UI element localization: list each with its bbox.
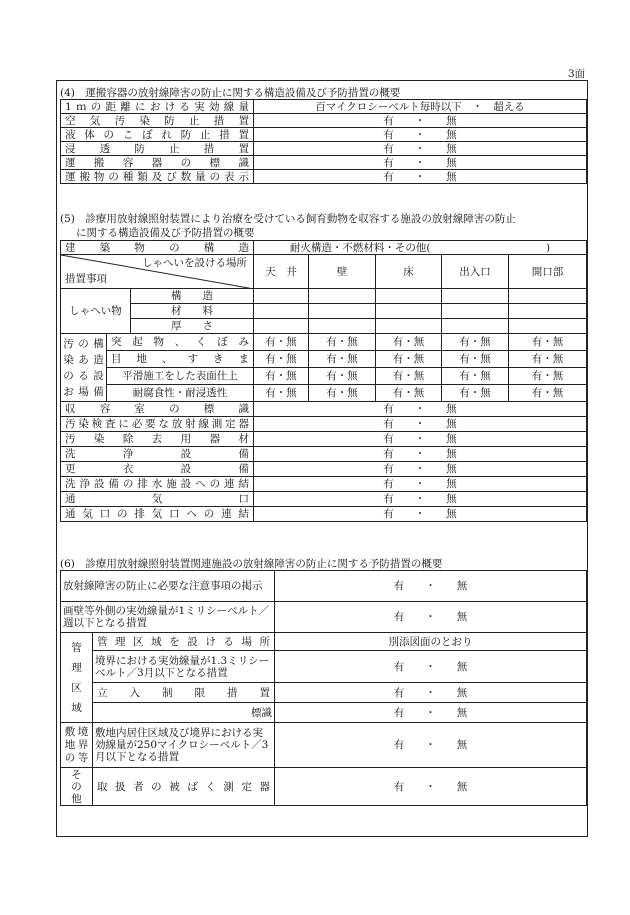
sonota-label: その他	[71, 768, 82, 805]
yn-cell: 有・無	[309, 351, 376, 368]
kanri-row-label: 境界における実効線量が1.3ミリシーベルト／3月以下となる措置	[93, 651, 275, 683]
building-structure-label: 建築物の構造	[61, 241, 254, 255]
wall-dose-label: 画壁等外側の実効線量が1ミリシーベルト／週以下となる措置	[61, 602, 275, 633]
s5-bottom-value: 有 ・ 無	[254, 417, 587, 432]
section5-title-line1: (5) 診療用放射線照射装置により治療を受けている飼育動物を収容する施設の放射線障害の防止	[60, 213, 516, 225]
yn-cell: 有・無	[442, 334, 509, 351]
kanri-row-value: 有 ・ 無	[275, 683, 587, 703]
s5-bottom-value: 有 ・ 無	[254, 447, 587, 462]
s5-bottom-value: 有 ・ 無	[254, 507, 587, 522]
s5-bottom-label: 更衣設備	[61, 462, 254, 477]
s4-label: 運搬容器の標識	[61, 156, 254, 170]
notice-value: 有 ・ 無	[275, 571, 587, 602]
yn-cell: 有・無	[254, 334, 309, 351]
notice-label: 放射線障害の防止に必要な注意事項の掲示	[61, 571, 275, 602]
contam-row-label: 平滑施工をした表面仕上	[107, 368, 254, 385]
s5-bottom-label: 洗浄設備	[61, 447, 254, 462]
s5-bottom-value: 有 ・ 無	[254, 432, 587, 447]
diagonal-header-cell	[61, 255, 254, 289]
contam-label-cell	[61, 334, 107, 402]
wall-dose-value: 有 ・ 無	[275, 602, 587, 633]
col-entrance: 出入口	[442, 255, 509, 289]
diag-bottom-label: 措置事項	[65, 273, 107, 285]
section4-title: (4) 運搬容器の放射線障害の防止に関する構造設備及び予防措置の概要	[60, 87, 401, 99]
yn-cell: 有・無	[509, 334, 587, 351]
kanri-row-value: 有 ・ 無	[275, 651, 587, 683]
yn-cell: 有・無	[376, 334, 442, 351]
section5-table	[60, 240, 587, 522]
yn-cell: 有・無	[376, 385, 442, 402]
contam-row-label: 目地、すきま	[107, 351, 254, 368]
yn-cell: 有・無	[509, 351, 587, 368]
yn-cell: 有・無	[309, 368, 376, 385]
s4-value: 有 ・ 無	[254, 156, 587, 170]
shield-label: しゃへい物	[61, 289, 131, 334]
s5-bottom-label: 汚染除去用器材	[61, 432, 254, 447]
yn-cell: 有・無	[376, 351, 442, 368]
s4-value: 有 ・ 無	[254, 128, 587, 142]
s5-bottom-value: 有 ・ 無	[254, 492, 587, 507]
s4-value: 有 ・ 無	[254, 114, 587, 128]
s4-label: 浸透防止措置	[61, 142, 254, 156]
s5-bottom-value: 有 ・ 無	[254, 477, 587, 492]
shield-row-label: 構 造	[131, 289, 254, 304]
s4-label: 液体のこぼれ防止措置	[61, 128, 254, 142]
sonota-value: 有 ・ 無	[275, 768, 587, 806]
s4-label: 運搬物の種類及び数量の表示	[61, 170, 254, 184]
shield-row-label: 厚 さ	[131, 319, 254, 334]
yn-cell: 有・無	[309, 334, 376, 351]
s5-bottom-value: 有 ・ 無	[254, 402, 587, 417]
diag-top-label: しゃへいを設ける場所	[142, 257, 247, 269]
yn-cell: 有・無	[509, 385, 587, 402]
s4-value: 有 ・ 無	[254, 170, 587, 184]
yn-cell: 有・無	[442, 385, 509, 402]
yn-cell: 有・無	[509, 368, 587, 385]
contam-row-label: 耐腐食性・耐浸透性	[107, 385, 254, 402]
kanri-row-value: 別添図面のとおり	[275, 633, 587, 651]
col-ceiling: 天 井	[254, 255, 309, 289]
col-wall: 壁	[309, 255, 376, 289]
shikichi-label-cell	[61, 723, 93, 768]
s5-bottom-label: 洗浄設備の排水施設への連結	[61, 477, 254, 492]
shikichi-value: 有 ・ 無	[275, 723, 587, 768]
s5-bottom-label: 通気口の排気口への連結	[61, 507, 254, 522]
s5-bottom-label: 通気口	[61, 492, 254, 507]
col-floor: 床	[376, 255, 442, 289]
shikichi-text: 敷地内居住区域及び境界における実効線量が250マイクロシーベルト／3月以下となる措置	[93, 723, 275, 768]
yn-cell: 有・無	[254, 351, 309, 368]
yn-cell: 有・無	[442, 351, 509, 368]
yn-cell: 有・無	[309, 385, 376, 402]
col-opening: 開口部	[509, 255, 587, 289]
kanri-row-label: 標識	[93, 703, 275, 723]
s5-bottom-label: 収容室の標識	[61, 402, 254, 417]
page-number: 3面	[568, 68, 586, 80]
yn-cell: 有・無	[254, 368, 309, 385]
s4-label: 1ｍの距離における実効線量	[61, 100, 254, 114]
yn-cell: 有・無	[442, 368, 509, 385]
shield-row-label: 材 料	[131, 304, 254, 319]
s4-value: 有 ・ 無	[254, 142, 587, 156]
section6-table	[60, 570, 587, 806]
kanri-label: 管理区域	[71, 641, 82, 714]
contam-label: 汚 の 構 染 あ 造 の る 設 お 場 備	[63, 337, 104, 398]
yn-cell: 有・無	[254, 385, 309, 402]
sonota-label-cell	[61, 768, 93, 806]
kanri-row-label: 管理区域を設ける場所	[93, 633, 275, 651]
section5-title-line2: に関する構造設備及び予防措置の概要	[76, 227, 255, 239]
yn-cell: 有・無	[376, 368, 442, 385]
contam-row-label: 突起物、くぼみ	[107, 334, 254, 351]
s5-bottom-label: 汚染検査に必要な放射線測定器	[61, 417, 254, 432]
section4-table	[60, 99, 587, 184]
building-structure-value: 耐火構造・不燃材料・その他( )	[254, 241, 587, 255]
sonota-text: 取扱者の被ばく測定器	[93, 768, 275, 806]
shikichi-label: 敷 境 地 界 の 等	[64, 725, 89, 764]
kanri-row-label: 立入制限措置	[93, 683, 275, 703]
kanri-row-value: 有 ・ 無	[275, 703, 587, 723]
kanri-label-cell	[61, 633, 93, 723]
s4-value: 百マイクロシーベルト毎時以下 ・ 超える	[254, 100, 587, 114]
section6-title: (6) 診療用放射線照射装置関連施設の放射線障害の防止に関する予防措置の概要	[60, 558, 443, 570]
s4-label: 空気汚染防止措置	[61, 114, 254, 128]
s5-bottom-value: 有 ・ 無	[254, 462, 587, 477]
